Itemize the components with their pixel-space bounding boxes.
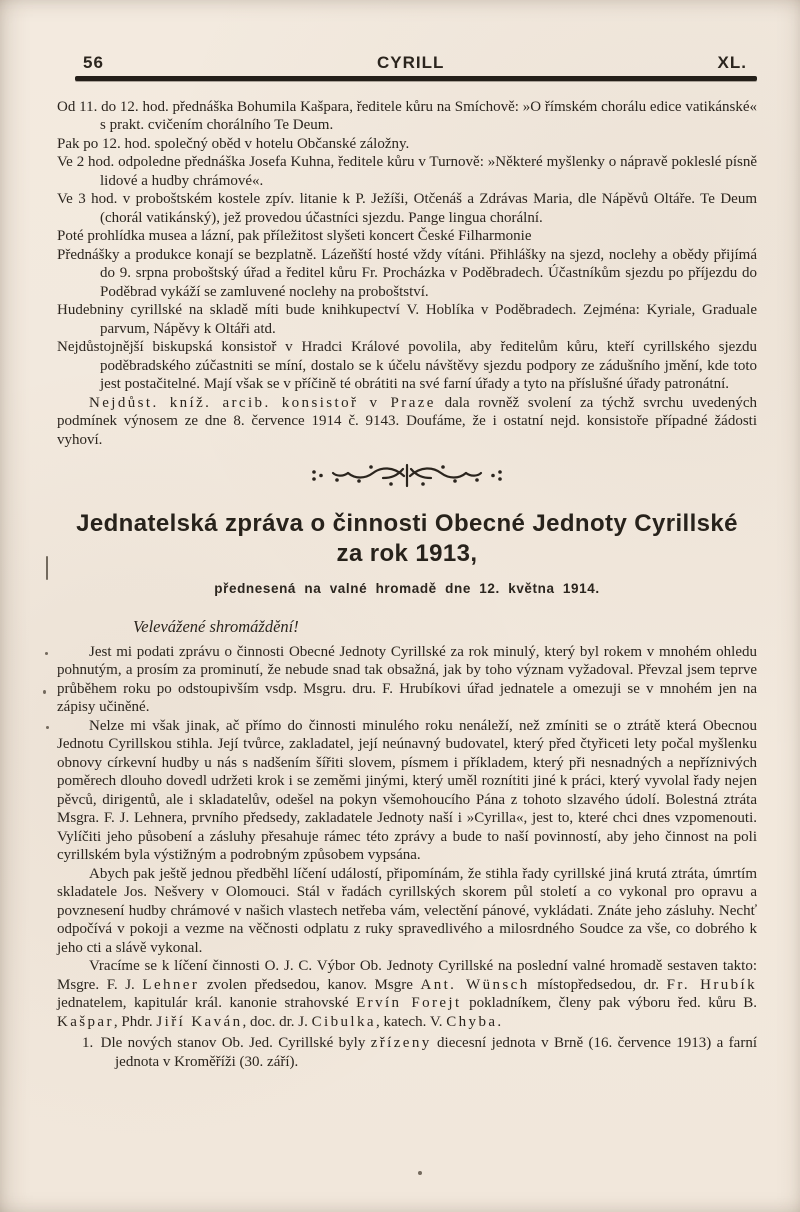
letterspaced-emphasis: Ant. Wünsch [420,976,530,993]
consistory-note [57,394,757,450]
text-segment: jednatelem, kapitulár král. kanonie strahovské [57,995,357,1011]
text-segment: Nejdůstojnější biskupská konsistoř v Hradci Králové povolila, aby ředitelům kůru, kteří cyrillského sjezdu poděbradského zúčastniti se míní, dostalo se k účelu návštěvy sjezdu podpory ze zádušního jmění, kde toto jest postačitelné. Mají však se v příčině té obrátiti na své farní úřady a tyto na příslušné úřady patronátní. [57,339,757,392]
program-item [57,153,757,190]
text-segment: diecesní jednota v Brně (16. července 1913) a farní jednota v Kroměříži (30. září). [115,1035,757,1070]
report-title [57,509,757,569]
text-segment: Hudebniny cyrillské na skladě míti bude knihkupectví V. Hoblíka v Poděbradech. Zejména: Kyriale, Graduale parvum, Nápěvy k Oltáři atd. [57,302,757,337]
program-list [57,98,757,394]
report-title-line2: za rok 1913, [336,539,478,567]
program-item [57,338,757,394]
text-segment: místopředsedou, dr. [529,976,667,993]
list-item-marker: 1. [82,1035,99,1051]
text-segment: Nelze mi však jinak, ač přímo do činnosti minulého roku nenáleží, než zmíniti se o ztrátě která Obecnou Jednotu Cyrillskou stihla. Její tvůrce, zakladatel, její neúnavný budovatel, který před čtyřiceti lety počal myšlenku obnovy církevní hudby u nás s nadšením šířiti slovem, písmem i příkladem, který při nesnadných a nepříznivých poměrech dlouho dovedl udržeti krok i se zeměmi jinými, který uměl roznítiti jiné k práci, který vyvolal řady nejen pěvců, dirigentů, ale i skladatelův, odešel na pokyn všemohoucího Pána z tohoto slzavého údolí. Bolestná ztráta Msgra. F. J. Lehnera, prvního předsedy, zakladatele Jednoty naší i »Cyrilla«, jest to, které chci dnes vzpomenouti. Vylíčiti jeho působení a zásluhy přesahuje rámec této zprávy a bude to naší povinností, aby jeho činnost na poli cyrillském byla výstižným a podrobným způsobem vypsána. [57,717,757,863]
scan-speck [46,556,48,580]
salutation: Velevážené shromáždění! [133,617,299,636]
text-segment: pokladníkem, členy pak výboru řed. kůru B. [461,995,757,1011]
volume-label: XL. [717,53,747,72]
section-divider [57,463,757,495]
program-item [57,227,757,246]
text-segment: Vracíme se k líčení činnosti O. J. C. Výbor Ob. Jednoty Cyrillské na poslední valné hromadě sestaven takto: Msgre. F. J. [57,958,757,993]
program-item [57,98,757,135]
text-segment: Ve 2 hod. odpoledne přednáška Josefa Kuhna, ředitele kůru v Turnově: »Některé myšlenky o nápravě pokleslé písně lidové a hudby chrámové«. [57,154,757,189]
text-segment: . [497,1013,502,1030]
program-item [57,190,757,227]
floral-flourish-icon [307,463,507,489]
text-segment: Přednášky a produkce konají se bezplatně. Lázeňští hosté vždy vítáni. Přihlášky na sjezd, noclehy a obědy přijímá do 9. srpna proboštský úřad a ředitel kůru Fr. Procházka v Poděbradech. Účastníkům sjezdu po příjezdu do Poděbrad vykáží se zamluvené noclehy na proboštství. [57,246,757,300]
scan-speck [46,726,49,729]
scan-speck [43,690,46,694]
letterspaced-emphasis: Chyba [446,1013,498,1030]
scan-speck [418,1171,422,1175]
consistory-paragraph [57,394,757,450]
program-item [57,301,757,338]
report-body [57,643,757,1032]
text-segment: Poté prohlídka musea a lázní, pak příležitost slyšeti koncert České Filharmonie [57,228,532,244]
text-segment: Abych pak ještě jednou předběhl líčení událostí, připomínám, že stihla řady cyrillské jiná krutá ztráta, úmrtím skladatele Jos. Nešvery v Olomouci. Stál v řadách cyrillských skorem půl století a co vykonal pro opravu a povznesení hudby chrámové v našich vlastech netřeba vám, velectění pánové, vykládati. Znáte jeho zásluhy. Nechť odpočívá v pokoji a vezme na věčnosti odplatu z ruky spravedlivého a milosrdného Soudce za vše, co dobrého k jeho cti a slávě vykonal. [57,865,757,956]
letterspaced-emphasis: zřízeny [370,1035,432,1051]
report-subtitle: přednesená na valné hromadě dne 12. května 1914. [214,580,600,596]
report-paragraph [57,643,757,717]
letterspaced-emphasis: Kašpar [57,1013,114,1030]
letterspaced-emphasis: Fr. Hrubík [666,976,757,993]
text-segment: Ve 3 hod. v proboštském kostele zpív. litanie k P. Ježíši, Otčenáš a Zdrávas Maria, dle Nápěvů Oltáře. Te Deum (chorál vatikánský), jež provedou účastníci sjezdu. Pange lingua chorální. [57,191,757,226]
report-paragraph [57,865,757,958]
text-segment: Pak po 12. hod. společný oběd v hotelu Občanské záložny. [57,135,410,152]
program-item [57,135,757,154]
letterspaced-emphasis: Cibulka [311,1013,376,1030]
page-number: 56 [83,53,104,72]
footnote-item [69,1034,757,1071]
report-title-line1: Jednatelská zpráva o činnosti Obecné Jednoty Cyrillské [76,509,738,537]
text-segment: Dle nových stanov Ob. Jed. Cyrillské byly [100,1035,371,1051]
header-rule [75,76,757,81]
letterspaced-emphasis: Ervín Forejt [356,995,462,1011]
report-paragraph [57,957,757,1031]
text-segment: Od 11. do 12. hod. přednáška Bohumila Kašpara, ředitele kůru na Smíchově: »O římském chorálu edice vatikánské« s prakt. cvičením chorálního Te Deum. [57,98,757,133]
report-paragraph [57,717,757,865]
text-segment: , Phdr. [113,1013,157,1030]
letterspaced-emphasis: Jiří Kaván [156,1013,243,1030]
text-segment: , doc. dr. J. [242,1013,312,1030]
text-segment: Jest mi podati zprávu o činnosti Obecné Jednoty Cyrillské za rok minulý, který byl rokem v mnohém ohledu pohnutým, a prosím za prominutí, že nebude snad tak obsažná, jak by toho význam vyžadoval. Převzal jsem teprve průběhem roku po odstoupivším vsdp. Msgru. dru. F. Hrubíkovi úřad jednatele a omezuji se v mnohém jen na zápisy učiněné. [57,643,757,715]
footnote-list [57,1034,757,1071]
letterspaced-emphasis: Lehner [142,976,200,993]
text-segment: , katech. V. [375,1013,447,1030]
letterspaced-emphasis: Nejdůst. kníž. arcib. konsistoř v Praze [89,394,436,411]
journal-title: CYRILL [377,53,445,72]
text-segment: dala rovněž svolení za týchž svrchu uvedených podmínek výnosem ze dne 8. července 1914 č. 9143. Doufáme, že i ostatní nejd. konsistoře případné žádosti vyhoví. [57,394,757,448]
program-item [57,246,757,302]
running-header [57,54,757,73]
scan-speck [45,652,48,655]
text-segment: zvolen předsedou, kanov. Msgre [199,976,421,993]
